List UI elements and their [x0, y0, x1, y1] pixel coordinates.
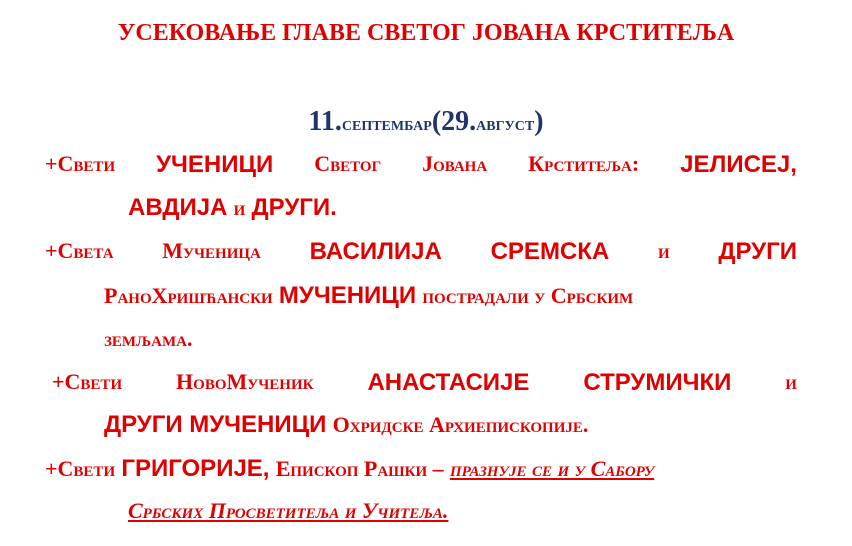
entry-1-line-2: АВДИЈА и ДРУГИ.	[128, 194, 337, 221]
date-old-month: август	[476, 113, 535, 135]
entry-2-line-1: +Света Мученица ВАСИЛИЈА СРЕМСКА и ДРУГИ	[45, 238, 797, 265]
feast-link-continued[interactable]: Србских Просветитеља и Учитеља.	[128, 498, 449, 523]
entry-2-line-3: земљама.	[104, 326, 193, 351]
entry-4-line-1: +Свети ГРИГОРИЈЕ, Епископ Рашки – празнује се и у Сабору	[45, 455, 655, 482]
entry-4-line-2	[128, 497, 448, 525]
date-old-day: (29.	[431, 106, 477, 137]
entry-3-line-2: ДРУГИ МУЧЕНИЦИ Охридске Архиепископије.	[104, 411, 589, 438]
entry-1-line-1: +Свети УЧЕНИЦИ Светог Јована Крститеља: ЈЕЛИСЕЈ,	[45, 151, 797, 178]
page-title: УСЕКОВАЊЕ ГЛАВЕ СВЕТОГ ЈОВАНА КРСТИТЕЉА	[117, 20, 735, 46]
date-month: септембар	[341, 113, 432, 135]
entry-3-line-1: +Свети НовоМученик АНАСТАСИЈЕ СТРУМИЧКИ и	[52, 369, 797, 396]
date-day: 11.	[308, 106, 342, 137]
date-close: )	[534, 106, 544, 137]
entry-2-line-2: РаноХришћански МУЧЕНИЦИ пострадали у Србским	[104, 282, 634, 309]
feast-link[interactable]: празнује се и у Сабору	[449, 456, 655, 481]
date-line	[0, 106, 852, 138]
